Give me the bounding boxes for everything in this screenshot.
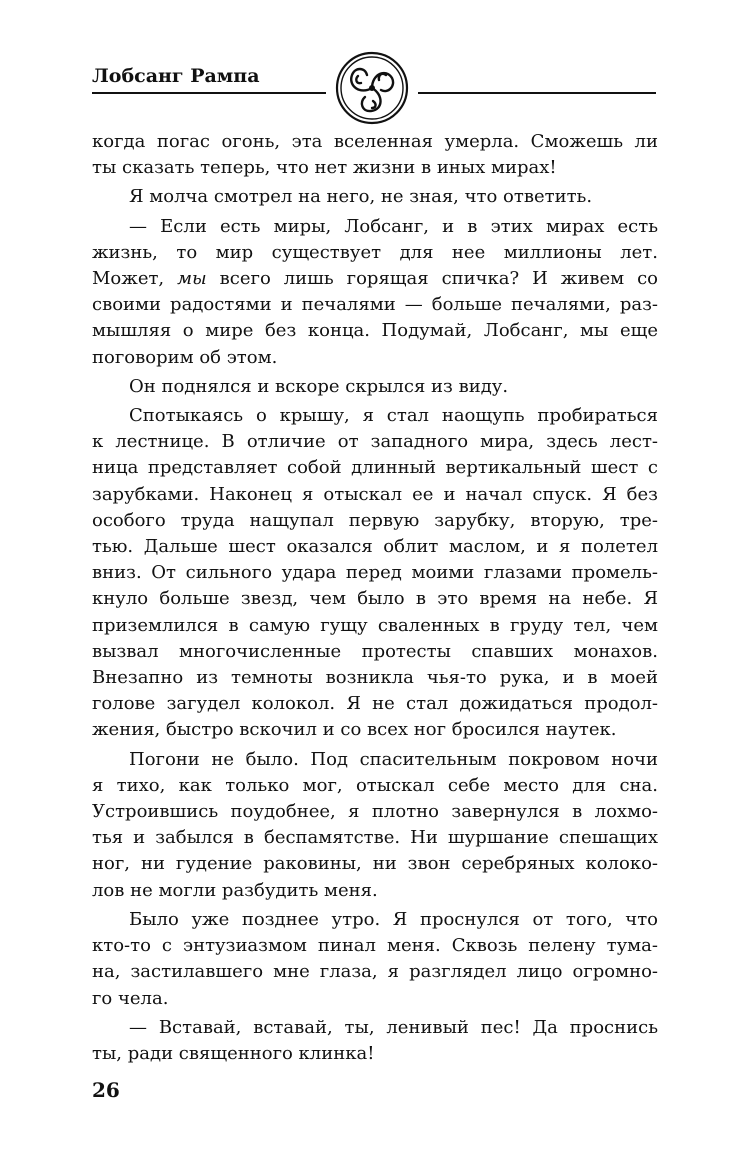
text-line: ты, ради священного клинка! xyxy=(92,1042,375,1064)
celtic-knot-icon xyxy=(334,50,410,126)
text-line: жизнь, то мир существует для нее миллионы лет. xyxy=(92,241,658,263)
text-line: Я молча смотрел на него, не зная, что ответить. xyxy=(129,186,593,208)
text-line: Погони не было. Под спасительным покровом ночи xyxy=(129,748,658,770)
text-line: го чела. xyxy=(92,987,169,1009)
header-author: Лобсанг Рампа xyxy=(92,65,260,87)
text-line: поговорим об этом. xyxy=(92,346,278,368)
text-line: на, застилавшего мне глаза, я разглядел лицо огромно- xyxy=(92,961,658,983)
text-line: зарубками. Наконец я отыскал ее и начал спуск. Я без xyxy=(92,483,658,505)
paragraph xyxy=(92,403,658,744)
paragraph xyxy=(92,129,658,181)
text-line: ница представляет собой длинный вертикальный шест с xyxy=(92,457,658,479)
text-line: — Если есть миры, Лобсанг, и в этих мирах есть xyxy=(129,215,658,237)
text-line: лов не могли разбудить меня. xyxy=(92,879,378,901)
text-line: голове загудел колокол. Я не стал дожидаться продол- xyxy=(92,693,658,715)
main-text xyxy=(92,129,658,1070)
text-line: вызвал многочисленные протесты спавших монахов. xyxy=(92,640,658,662)
paragraph xyxy=(92,907,658,1012)
text-line: своими радостями и печалями — больше печалями, раз- xyxy=(92,294,658,316)
paragraph xyxy=(92,184,658,210)
text-line: мышляя о мире без конца. Подумай, Лобсанг, мы еще xyxy=(92,320,658,342)
text-line: тью. Дальше шест оказался облит маслом, и я полетел xyxy=(92,536,658,558)
text-line: кнуло больше звезд, чем было в это время на небе. Я xyxy=(92,588,658,610)
paragraph xyxy=(92,374,658,400)
text-line: вниз. От сильного удара перед моими глазами промель- xyxy=(92,562,658,584)
paragraph xyxy=(92,214,658,371)
text-line: кто-то с энтузиазмом пинал меня. Сквозь пелену тума- xyxy=(92,935,658,957)
paragraph xyxy=(92,747,658,904)
text-line: ног, ни гудение раковины, ни звон серебряных колоко- xyxy=(92,853,658,875)
emphasized-word: мы xyxy=(177,268,207,290)
text-line: я тихо, как только мог, отыскал себе место для сна. xyxy=(92,774,658,796)
text-line: приземлился в самую гущу сваленных в груду тел, чем xyxy=(92,614,658,636)
text-line: ты сказать теперь, что нет жизни в иных мирах! xyxy=(92,157,557,179)
paragraph xyxy=(92,1015,658,1067)
text-line: особого труда нащупал первую зарубку, вторую, тре- xyxy=(92,509,658,531)
header-rule-right xyxy=(418,92,656,94)
header-rule-left xyxy=(92,92,326,94)
text-line: — Вставай, вставай, ты, ленивый пес! Да проснись xyxy=(129,1016,658,1038)
text-line xyxy=(92,266,658,292)
text-line: Внезапно из темноты возникла чья-то рука, и в моей xyxy=(92,667,658,689)
text-line: Устроившись поудобнее, я плотно завернулся в лохмо- xyxy=(92,801,658,823)
text-line: Было уже позднее утро. Я проснулся от того, что xyxy=(129,908,658,930)
text-line: Он поднялся и вскоре скрылся из виду. xyxy=(129,375,509,397)
text-line: когда погас огонь, эта вселенная умерла. Сможешь ли xyxy=(92,131,658,152)
text-line: жения, быстро вскочил и со всех ног бросился наутек. xyxy=(92,719,617,741)
text-line: Спотыкаясь о крышу, я стал наощупь пробираться xyxy=(129,405,658,427)
text-line: тья и забылся в беспамятстве. Ни шуршание спешащих xyxy=(92,827,658,849)
text-run: всего лишь горящая спичка? И живем со xyxy=(206,268,658,290)
text-line: к лестнице. В отличие от западного мира, здесь лест- xyxy=(92,431,658,453)
text-run: Может, xyxy=(92,268,178,290)
page-number: 26 xyxy=(92,1078,120,1102)
